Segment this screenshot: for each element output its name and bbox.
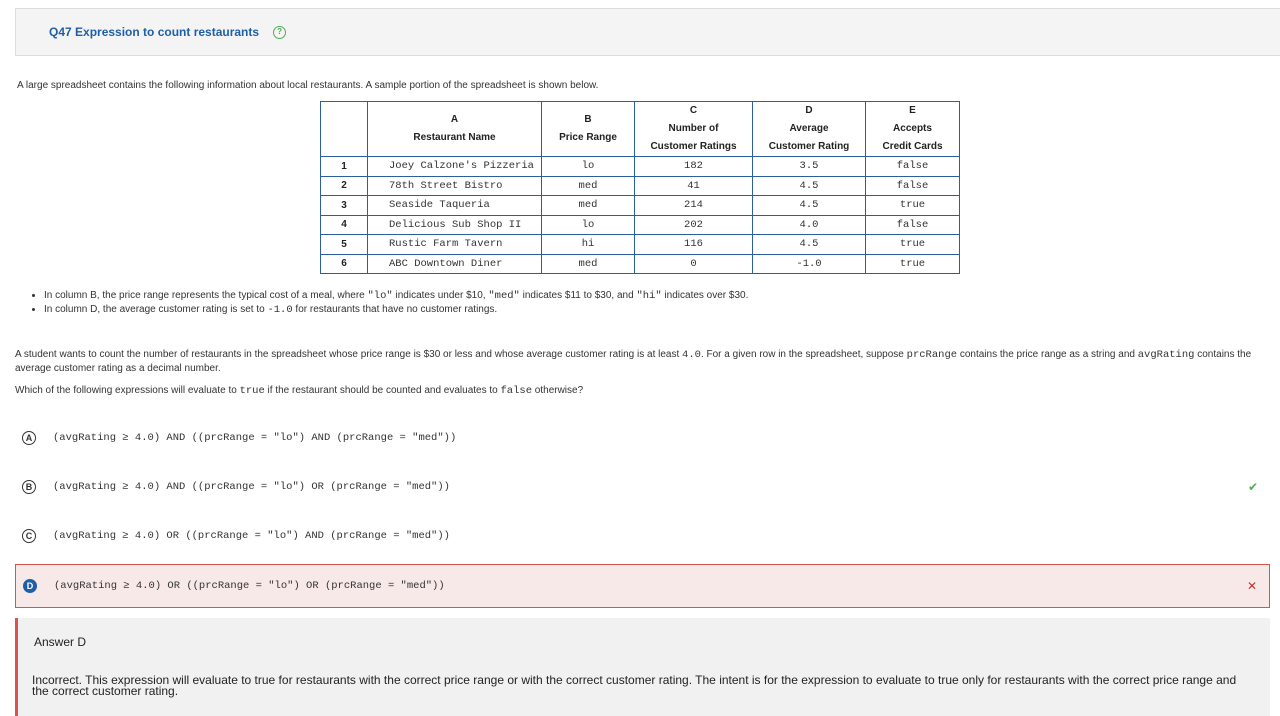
note-price-range — [44, 289, 748, 303]
column-title: Restaurant Name — [413, 132, 496, 143]
code-hi: "hi" — [636, 290, 662, 302]
scenario-text: . For a given row in the spreadsheet, suppose — [700, 349, 907, 360]
row-number: 2 — [321, 176, 368, 196]
note-text: indicates $11 to $30, and — [519, 290, 637, 301]
column-header-e — [866, 102, 960, 157]
ratings-count-cell: 41 — [635, 176, 753, 196]
table-row — [321, 215, 960, 235]
table-row — [321, 157, 960, 177]
column-title: Average — [789, 123, 829, 134]
price-range-cell: lo — [542, 215, 635, 235]
column-letter: C — [689, 105, 698, 116]
credit-cards-cell: false — [866, 215, 960, 235]
column-notes — [32, 289, 748, 317]
price-range-cell: med — [542, 196, 635, 216]
column-title: Credit Cards — [882, 141, 943, 152]
prompt-text: otherwise? — [532, 385, 584, 396]
option-d-selected[interactable] — [15, 564, 1270, 608]
ratings-count-cell: 202 — [635, 215, 753, 235]
column-title: Price Range — [559, 132, 617, 143]
student-scenario — [15, 348, 1265, 375]
option-letter-d[interactable]: D — [23, 579, 37, 593]
price-range-cell: lo — [542, 157, 635, 177]
price-range-cell: hi — [542, 235, 635, 255]
scenario-text: contains the price range as a string and — [957, 349, 1138, 360]
help-icon[interactable]: ? — [273, 26, 286, 39]
column-title: Customer Ratings — [650, 141, 737, 152]
code-false: false — [500, 385, 533, 397]
column-header-d — [753, 102, 866, 157]
row-number: 3 — [321, 196, 368, 216]
restaurant-name-cell: 78th Street Bistro — [368, 176, 542, 196]
question-title[interactable]: Q47 Expression to count restaurants — [49, 25, 260, 39]
scenario-text: A student wants to count the number of restaurants in the spreadsheet whose price range is $30 or less and whose average customer rating is at least — [15, 349, 683, 360]
question-prompt — [15, 384, 583, 398]
column-title: Number of — [668, 123, 719, 134]
code-lo: "lo" — [367, 290, 393, 302]
column-letter: E — [909, 105, 916, 116]
column-header-c — [635, 102, 753, 157]
avg-rating-cell: -1.0 — [753, 254, 866, 274]
restaurant-spreadsheet — [320, 101, 960, 274]
note-text: In column B, the price range represents the typical cost of a meal, where — [44, 290, 368, 301]
incorrect-x-icon: ✕ — [1246, 579, 1257, 593]
ratings-count-cell: 116 — [635, 235, 753, 255]
credit-cards-cell: false — [866, 176, 960, 196]
column-title: Accepts — [893, 123, 932, 134]
option-letter-a[interactable]: A — [22, 431, 36, 445]
option-c[interactable] — [15, 514, 1270, 558]
option-letter-c[interactable]: C — [22, 529, 36, 543]
credit-cards-cell: false — [866, 157, 960, 177]
restaurant-name-cell: ABC Downtown Diner — [368, 254, 542, 274]
column-header-a — [368, 102, 542, 157]
row-number: 4 — [321, 215, 368, 235]
table-header-row — [321, 102, 960, 157]
row-number: 1 — [321, 157, 368, 177]
answer-label: Answer D — [34, 635, 87, 649]
restaurant-name-cell: Seaside Taqueria — [368, 196, 542, 216]
question-header — [15, 8, 1280, 56]
avg-rating-cell: 4.5 — [753, 235, 866, 255]
option-letter-b[interactable]: B — [22, 480, 36, 494]
row-number: 6 — [321, 254, 368, 274]
column-letter: B — [584, 114, 592, 125]
avg-rating-cell: 3.5 — [753, 157, 866, 177]
note-avg-rating — [44, 303, 748, 317]
option-expression: (avgRating ≥ 4.0) AND ((prcRange = "lo") OR (prcRange = "med")) — [53, 481, 450, 493]
avg-rating-cell: 4.0 — [753, 215, 866, 235]
answer-feedback — [15, 618, 1270, 716]
column-letter: D — [805, 105, 813, 116]
code-avgrating: avgRating — [1137, 349, 1195, 361]
row-number: 5 — [321, 235, 368, 255]
code-med: "med" — [488, 290, 520, 302]
restaurant-name-cell: Rustic Farm Tavern — [368, 235, 542, 255]
prompt-text: if the restaurant should be counted and evaluates to — [264, 385, 501, 396]
code-true: true — [239, 385, 265, 397]
table-row — [321, 254, 960, 274]
table-row — [321, 176, 960, 196]
answer-explanation: Incorrect. This expression will evaluate to true for restaurants with the correct price range or with the correct customer rating. The intent is for the expression to evaluate to true only for restaurants with the correct price range and the correct customer rating. — [32, 673, 1237, 698]
credit-cards-cell: true — [866, 254, 960, 274]
note-text: indicates under $10, — [392, 290, 489, 301]
column-letter: A — [450, 114, 459, 125]
option-expression: (avgRating ≥ 4.0) OR ((prcRange = "lo") OR (prcRange = "med")) — [54, 580, 445, 592]
column-title: Customer Rating — [768, 141, 850, 152]
option-a[interactable] — [15, 416, 1270, 460]
ratings-count-cell: 214 — [635, 196, 753, 216]
code-prcrange: prcRange — [906, 349, 958, 361]
note-text: indicates over $30. — [661, 290, 749, 301]
table-row — [321, 196, 960, 216]
option-expression: (avgRating ≥ 4.0) OR ((prcRange = "lo") AND (prcRange = "med")) — [53, 530, 450, 542]
prompt-text: Which of the following expressions will evaluate to — [15, 385, 240, 396]
price-range-cell: med — [542, 176, 635, 196]
avg-rating-cell: 4.5 — [753, 196, 866, 216]
restaurant-name-cell: Joey Calzone's Pizzeria — [368, 157, 542, 177]
note-text: In column D, the average customer rating is set to — [44, 304, 268, 315]
column-header-b — [542, 102, 635, 157]
avg-rating-cell: 4.5 — [753, 176, 866, 196]
price-range-cell: med — [542, 254, 635, 274]
table-row — [321, 235, 960, 255]
credit-cards-cell: true — [866, 196, 960, 216]
intro-text: A large spreadsheet contains the following information about local restaurants. A sample portion of the spreadsheet is shown below. — [17, 80, 599, 91]
note-text: for restaurants that have no customer ratings. — [292, 304, 498, 315]
credit-cards-cell: true — [866, 235, 960, 255]
scenario-text: contains the average customer rating as a decimal number. — [15, 349, 1252, 374]
option-expression: (avgRating ≥ 4.0) AND ((prcRange = "lo") AND (prcRange = "med")) — [53, 432, 457, 444]
option-b[interactable] — [15, 465, 1270, 509]
restaurant-name-cell: Delicious Sub Shop II — [368, 215, 542, 235]
ratings-count-cell: 182 — [635, 157, 753, 177]
correct-check-icon: ✔ — [1247, 480, 1258, 494]
ratings-count-cell: 0 — [635, 254, 753, 274]
corner-cell — [321, 102, 368, 157]
code-rating-threshold: 4.0 — [682, 349, 701, 361]
code-neg-one: -1.0 — [267, 304, 293, 316]
